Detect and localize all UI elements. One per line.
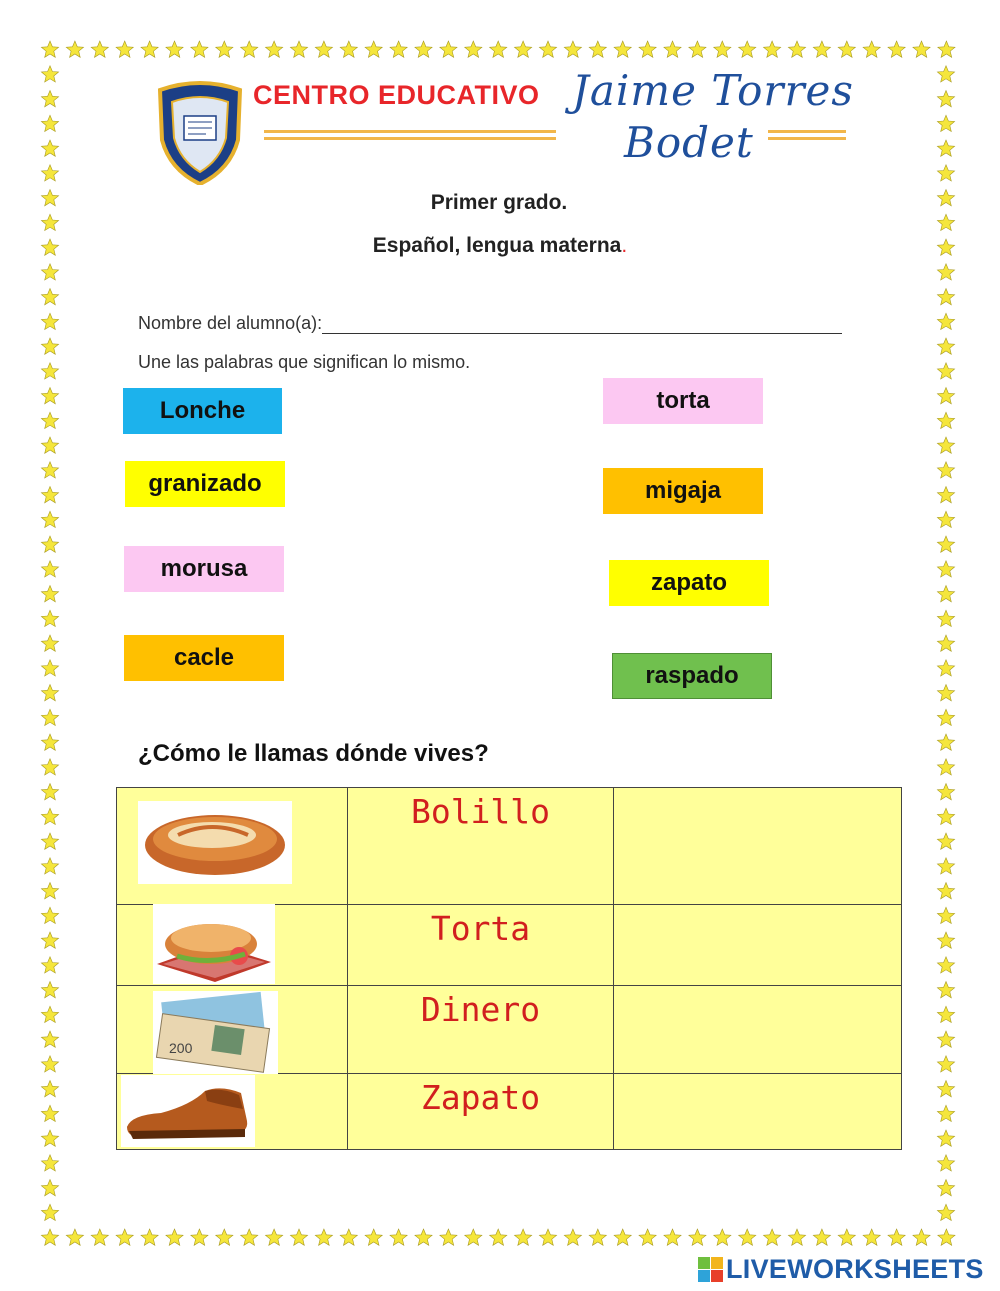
decorative-line <box>768 137 846 140</box>
border-star <box>41 1130 58 1146</box>
word-label: morusa <box>160 555 248 582</box>
border-star <box>41 784 58 800</box>
border-star <box>564 1229 581 1245</box>
border-star <box>937 586 954 602</box>
border-star <box>340 1229 357 1245</box>
left-word-box[interactable] <box>123 388 282 434</box>
border-star <box>41 338 58 354</box>
border-star <box>937 338 954 354</box>
border-star <box>515 1229 532 1245</box>
border-star <box>415 1229 432 1245</box>
border-star <box>465 1229 482 1245</box>
student-name-field[interactable] <box>322 314 842 334</box>
border-star <box>41 660 58 676</box>
border-star <box>41 635 58 651</box>
border-star <box>813 1229 830 1245</box>
regional-word: Torta <box>430 909 531 948</box>
border-star <box>689 1229 706 1245</box>
border-star <box>315 41 332 57</box>
border-star <box>216 1229 233 1245</box>
money-icon <box>153 991 278 1074</box>
sandwich-icon <box>153 904 275 984</box>
border-star <box>41 1031 58 1047</box>
border-star <box>838 1229 855 1245</box>
border-star <box>764 1229 781 1245</box>
border-star <box>41 759 58 775</box>
border-star <box>41 437 58 453</box>
border-star <box>788 1229 805 1245</box>
left-word-box[interactable] <box>124 635 284 681</box>
left-word-box[interactable] <box>125 461 285 507</box>
border-star <box>937 635 954 651</box>
border-star <box>41 858 58 874</box>
border-star <box>937 115 954 131</box>
border-star <box>937 91 954 107</box>
border-star <box>440 41 457 57</box>
grade-title: Primer grado. <box>430 191 568 214</box>
right-word-box[interactable] <box>612 653 772 699</box>
border-star <box>41 511 58 527</box>
border-star <box>290 1229 307 1245</box>
bread-roll-icon <box>138 801 292 884</box>
border-star <box>116 41 133 57</box>
border-star <box>764 41 781 57</box>
word-label: torta <box>656 387 710 414</box>
border-star <box>937 610 954 626</box>
word-cell <box>348 905 614 986</box>
border-star <box>888 1229 905 1245</box>
border-star <box>41 586 58 602</box>
border-star <box>41 1105 58 1121</box>
border-star <box>390 41 407 57</box>
border-star <box>41 41 58 57</box>
border-star <box>41 1204 58 1220</box>
border-star <box>937 437 954 453</box>
border-star <box>937 932 954 948</box>
border-star <box>937 907 954 923</box>
border-star <box>141 1229 158 1245</box>
border-star <box>937 784 954 800</box>
border-star <box>937 1105 954 1121</box>
border-star <box>937 363 954 379</box>
border-star <box>937 313 954 329</box>
border-star <box>639 1229 656 1245</box>
border-star <box>66 1229 83 1245</box>
border-star <box>937 462 954 478</box>
border-star <box>41 685 58 701</box>
border-star <box>41 289 58 305</box>
border-star <box>614 41 631 57</box>
border-star <box>41 883 58 899</box>
border-star <box>241 41 258 57</box>
border-star <box>937 1081 954 1097</box>
border-star <box>365 41 382 57</box>
border-star <box>937 1031 954 1047</box>
border-star <box>863 1229 880 1245</box>
border-star <box>41 1056 58 1072</box>
border-star <box>937 1180 954 1196</box>
answer-cell[interactable] <box>614 905 902 986</box>
border-star <box>41 1155 58 1171</box>
border-star <box>41 709 58 725</box>
border-star <box>191 41 208 57</box>
border-star <box>937 982 954 998</box>
border-star <box>41 264 58 280</box>
border-star <box>937 388 954 404</box>
border-star <box>937 883 954 899</box>
border-star <box>938 41 955 57</box>
left-word-box[interactable] <box>124 546 284 592</box>
border-star <box>41 561 58 577</box>
border-star <box>41 412 58 428</box>
border-star <box>937 1056 954 1072</box>
border-star <box>937 1204 954 1220</box>
right-word-box[interactable] <box>609 560 769 606</box>
border-star <box>937 858 954 874</box>
answer-cell[interactable] <box>614 788 902 905</box>
word-label: raspado <box>645 662 739 689</box>
word-cell <box>348 788 614 905</box>
border-star <box>589 41 606 57</box>
border-star <box>614 1229 631 1245</box>
border-star <box>41 932 58 948</box>
border-star <box>315 1229 332 1245</box>
border-star <box>490 41 507 57</box>
border-star <box>41 1180 58 1196</box>
border-star <box>838 41 855 57</box>
decorative-line <box>264 137 556 140</box>
border-star <box>465 41 482 57</box>
border-star <box>41 140 58 156</box>
border-star <box>41 1229 58 1245</box>
border-star <box>340 41 357 57</box>
border-star <box>241 1229 258 1245</box>
border-star <box>937 66 954 82</box>
svg-text:200: 200 <box>169 1040 193 1056</box>
border-star <box>788 41 805 57</box>
border-star <box>490 1229 507 1245</box>
border-star <box>714 41 731 57</box>
border-star <box>937 289 954 305</box>
regional-word: Bolillo <box>410 792 551 831</box>
border-star <box>440 1229 457 1245</box>
border-star <box>937 709 954 725</box>
border-star <box>141 41 158 57</box>
word-label: migaja <box>644 477 722 504</box>
border-star <box>937 511 954 527</box>
school-label: CENTRO EDUCATIVO <box>253 80 540 110</box>
school-script-line1: Jaime Torres <box>572 66 854 115</box>
border-star <box>913 41 930 57</box>
word-cell <box>348 1074 614 1150</box>
subject-period: . <box>621 234 628 257</box>
school-crest-logo <box>150 80 250 185</box>
border-star <box>664 1229 681 1245</box>
border-star <box>191 1229 208 1245</box>
border-star <box>539 41 556 57</box>
border-star <box>938 1229 955 1245</box>
decorative-line <box>768 130 846 133</box>
border-star <box>41 115 58 131</box>
liveworksheets-logo <box>698 1254 984 1285</box>
border-star <box>41 487 58 503</box>
regional-word: Dinero <box>420 990 541 1029</box>
answer-cell[interactable] <box>614 1074 902 1150</box>
border-star <box>66 41 83 57</box>
border-star <box>41 833 58 849</box>
border-star <box>166 1229 183 1245</box>
border-star <box>41 214 58 230</box>
border-star <box>739 41 756 57</box>
border-star <box>937 412 954 428</box>
shoe-icon <box>121 1075 255 1147</box>
border-star <box>41 536 58 552</box>
border-star <box>937 808 954 824</box>
question-heading: ¿Cómo le llamas dónde vives? <box>138 740 489 767</box>
border-star <box>937 957 954 973</box>
word-label: Lonche <box>159 397 246 424</box>
border-star <box>937 734 954 750</box>
border-star <box>41 982 58 998</box>
word-cell <box>348 986 614 1074</box>
border-star <box>41 957 58 973</box>
border-star <box>937 1130 954 1146</box>
border-star <box>41 734 58 750</box>
border-star <box>937 759 954 775</box>
border-star <box>937 487 954 503</box>
border-star <box>539 1229 556 1245</box>
student-name-label: Nombre del alumno(a): <box>138 313 323 333</box>
border-star <box>564 41 581 57</box>
border-star <box>937 1006 954 1022</box>
border-star <box>290 41 307 57</box>
border-star <box>639 41 656 57</box>
border-star <box>937 561 954 577</box>
school-script-line2: Bodet <box>624 118 754 167</box>
border-star <box>937 833 954 849</box>
border-star <box>41 388 58 404</box>
border-star <box>863 41 880 57</box>
border-star <box>91 1229 108 1245</box>
border-star <box>664 41 681 57</box>
border-star <box>41 66 58 82</box>
border-star <box>714 1229 731 1245</box>
border-star <box>937 536 954 552</box>
subject-title <box>0 234 1000 258</box>
border-star <box>937 660 954 676</box>
border-star <box>813 41 830 57</box>
border-star <box>937 264 954 280</box>
decorative-line <box>264 130 556 133</box>
border-star <box>266 1229 283 1245</box>
border-star <box>937 165 954 181</box>
answer-cell[interactable] <box>614 986 902 1074</box>
border-star <box>913 1229 930 1245</box>
border-star <box>739 1229 756 1245</box>
border-star <box>888 41 905 57</box>
border-star <box>41 610 58 626</box>
border-star <box>41 165 58 181</box>
word-label: granizado <box>148 470 262 497</box>
border-star <box>365 1229 382 1245</box>
regional-word: Zapato <box>420 1078 541 1117</box>
border-star <box>415 41 432 57</box>
border-star <box>41 462 58 478</box>
border-star <box>216 41 233 57</box>
border-star <box>589 1229 606 1245</box>
border-star <box>41 1081 58 1097</box>
word-label: cacle <box>173 644 235 671</box>
instructions: Une las palabras que significan lo mismo. <box>138 352 471 372</box>
border-star <box>937 685 954 701</box>
border-star <box>91 41 108 57</box>
border-star <box>41 907 58 923</box>
subject-text: Español, lengua materna <box>372 234 622 257</box>
word-label: zapato <box>650 569 727 596</box>
border-star <box>689 41 706 57</box>
border-star <box>41 363 58 379</box>
liveworksheets-icon <box>698 1257 724 1283</box>
border-star <box>266 41 283 57</box>
border-star <box>937 140 954 156</box>
right-word-box[interactable] <box>603 378 763 424</box>
border-star <box>937 214 954 230</box>
border-star <box>41 313 58 329</box>
border-star <box>390 1229 407 1245</box>
brand-name: LIVEWORKSHEETS <box>726 1254 984 1284</box>
border-star <box>116 1229 133 1245</box>
right-word-box[interactable] <box>603 468 763 514</box>
border-star <box>41 808 58 824</box>
border-star <box>41 1006 58 1022</box>
border-star <box>937 1155 954 1171</box>
border-star <box>41 91 58 107</box>
border-star <box>515 41 532 57</box>
border-star <box>166 41 183 57</box>
